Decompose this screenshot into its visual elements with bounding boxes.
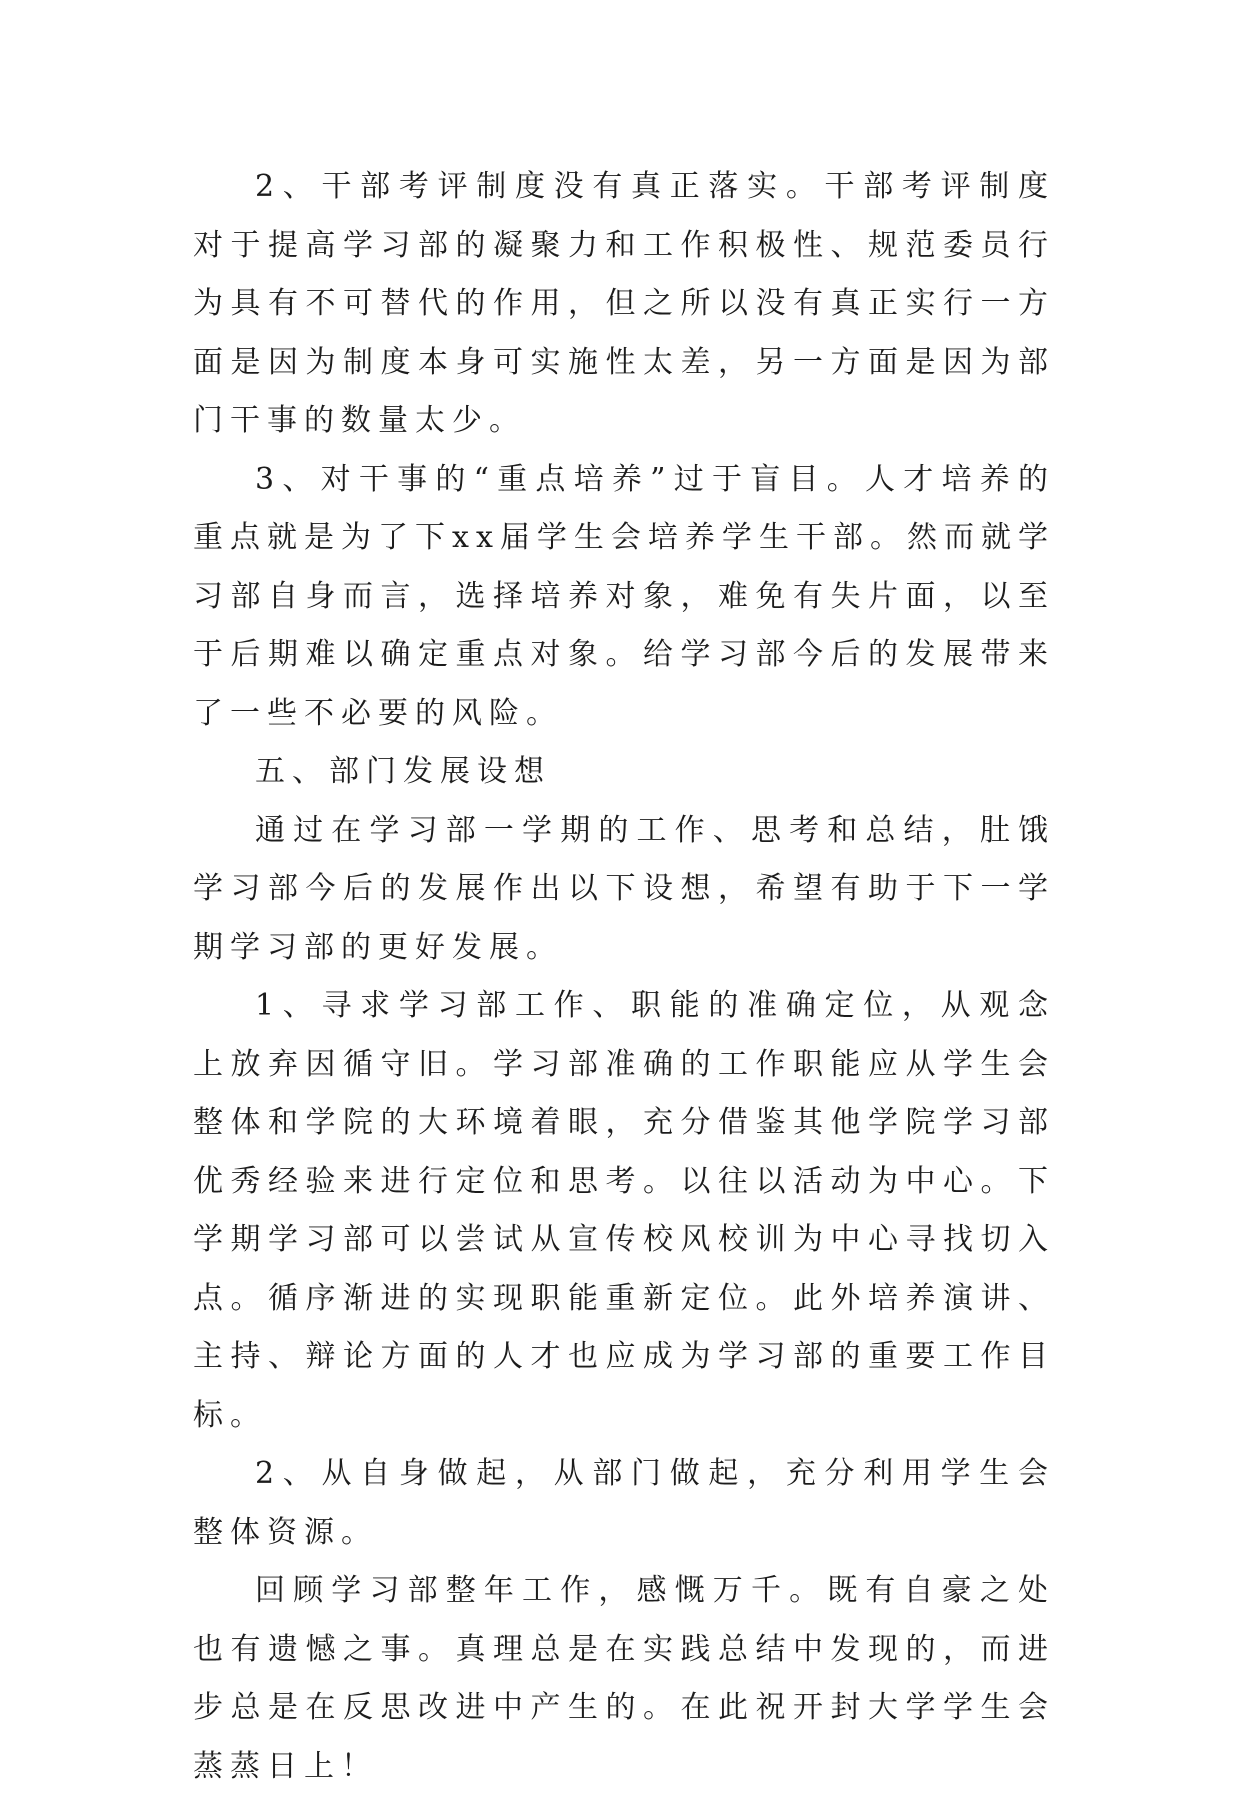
paragraph-closing: 回顾学习部整年工作，感慨万千。既有自豪之处也有遗憾之事。真理总是在实践总结中发现的，而进步总是在反思改进中产生的。在此祝开封大学学生会蒸蒸日上！ xyxy=(193,1573,1055,1784)
paragraph-start-from-self: 2、从自身做起，从部门做起，充分利用学生会整体资源。 xyxy=(193,1456,1055,1550)
paragraph-development-intro: 通过在学习部一学期的工作、思考和总结，肚饿学习部今后的发展作出以下设想，希望有助于下一学期学习部的更好发展。 xyxy=(193,812,1055,965)
paragraph-cadre-evaluation: 2、干部考评制度没有真正落实。干部考评制度对于提高学习部的凝聚力和工作积极性、规范委员行为具有不可替代的作用，但之所以没有真正实行一方面是因为制度本身可实施性太差，另一方面是因为部门干事的数量太少。 xyxy=(193,169,1055,438)
paragraph-positioning: 1、寻求学习部工作、职能的准确定位，从观念上放弃因循守旧。学习部准确的工作职能应从学生会整体和学院的大环境着眼，充分借鉴其他学院学习部优秀经验来进行定位和思考。以往以活动为中心。下学期学习部可以尝试从宣传校风校训为中心寻找切入点。循序渐进的实现职能重新定位。此外培养演讲、主持、辩论方面的人才也应成为学习部的重要工作目标。 xyxy=(193,988,1055,1433)
document-body xyxy=(193,158,1055,1796)
section-heading-development: 五、部门发展设想 xyxy=(255,754,551,789)
paragraph-key-training: 3、对干事的“重点培养”过于盲目。人才培养的重点就是为了下xx届学生会培养学生干部。然而就学习部自身而言，选择培养对象，难免有失片面，以至于后期难以确定重点对象。给学习部今后的发展带来了一些不必要的风险。 xyxy=(193,461,1055,731)
